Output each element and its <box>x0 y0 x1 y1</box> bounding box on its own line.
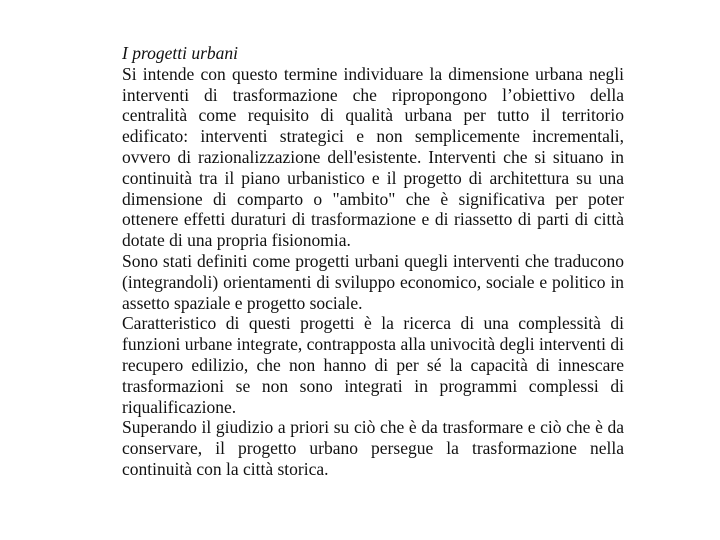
paragraph-historic-continuity: Superando il giudizio a priori su ciò che è da trasformare e ciò che è da conservare, il progetto urbano persegue la trasformazione nella continuità con la città storica. <box>122 417 624 479</box>
paragraph-urban-projects: Sono stati definiti come progetti urbani quegli interventi che traducono (integrandoli) orientamenti di sviluppo economico, sociale e politico in assetto spaziale e progetto sociale. <box>122 250 624 313</box>
paragraph-definition: Si intende con questo termine individuare la dimensione urbana negli interventi di trasformazione che ripropongono l’obiettivo della centralità come requisito di qualità urbana per tutto il territorio edificato: interventi strategici e non semplicemente incrementali, ovvero di razionalizzazione dell'esistente. Interventi che si situano in continuità tra il piano urbanistico e il progetto di architettura su una dimensione di comparto o "ambito" che è significativa per poter ottenere effetti duraturi di trasformazione e di riassetto di parti di città dotate di una propria fisionomia. <box>122 63 624 251</box>
section-heading: I progetti urbani <box>122 43 239 63</box>
paragraph-characteristics: Caratteristico di questi progetti è la ricerca di una complessità di funzioni urbane integrate, contrapposta alla univocità degli interventi di recupero edilizio, che non hanno di per sé la capacità di innescare trasformazioni se non sono integrati in programmi complessi di riqualificazione. <box>122 313 624 417</box>
text-block <box>122 43 624 480</box>
